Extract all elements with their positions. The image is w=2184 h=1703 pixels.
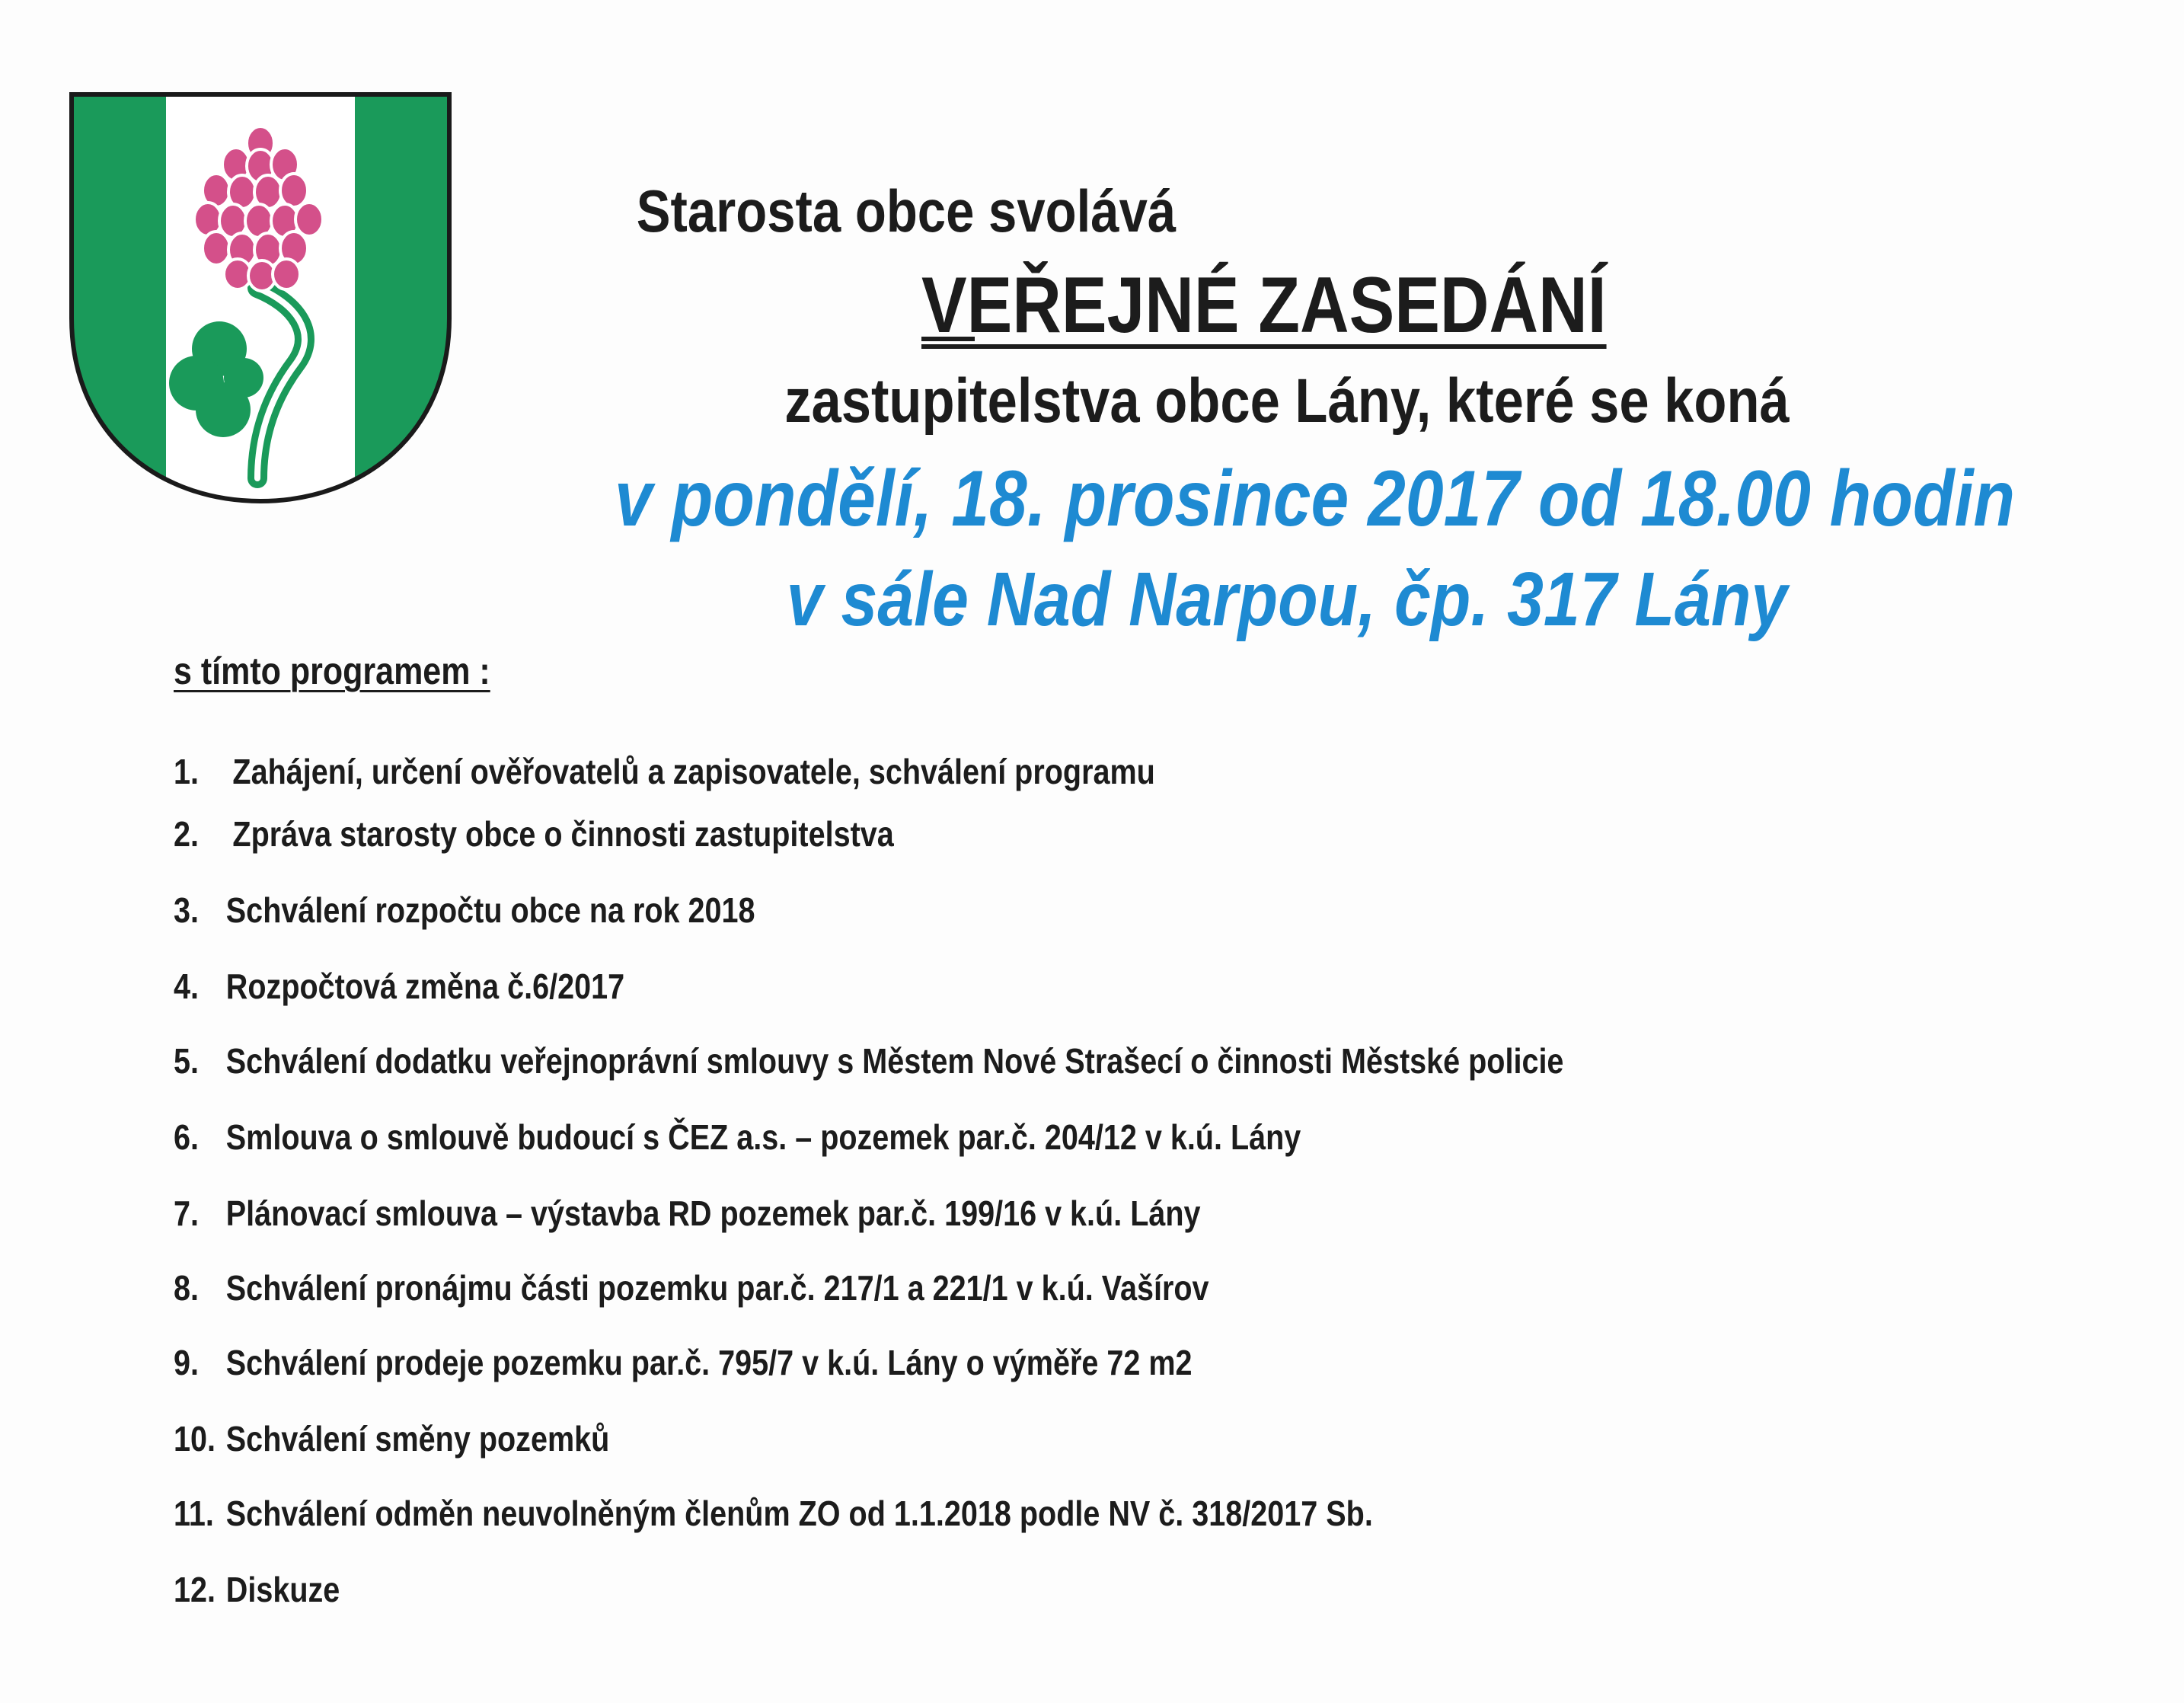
meeting-place: v sále Nad Narpou, čp. 317 Lány — [786, 557, 1788, 642]
agenda-item: 10. Schválení směny pozemků — [174, 1419, 610, 1459]
agenda-item: 9. Schválení prodeje pozemku par.č. 795/7 v k.ú. Lány o výměře 72 m2 — [174, 1343, 1193, 1382]
meeting-title: VEŘEJNÉ ZASEDÁNÍ — [921, 261, 1607, 350]
agenda-item: 2. Zpráva starosty obce o činnosti zastupitelstva — [174, 814, 894, 854]
programme-heading: s tímto programem : — [174, 650, 490, 692]
coat-of-arms-emblem — [67, 90, 454, 507]
agenda-item: 11. Schválení odměn neuvolněným členům ZO od 1.1.2018 podle NV č. 318/2017 Sb. — [174, 1494, 1373, 1533]
agenda-item: 1. Zahájení, určení ověřovatelů a zapisovatele, schválení programu — [174, 752, 1155, 791]
agenda-item: 3. Schválení rozpočtu obce na rok 2018 — [174, 890, 755, 930]
convener-line: Starosta obce svolává — [636, 177, 1177, 244]
agenda-item: 6. Smlouva o smlouvě budoucí s ČEZ a.s. – pozemek par.č. 204/12 v k.ú. Lány — [174, 1117, 1301, 1157]
agenda-item: 8. Schválení pronájmu části pozemku par.č. 217/1 a 221/1 v k.ú. Vašírov — [174, 1268, 1209, 1308]
agenda-item: 7. Plánovací smlouva – výstavba RD pozemek par.č. 199/16 v k.ú. Lány — [174, 1193, 1201, 1233]
council-line: zastupitelstva obce Lány, které se koná — [784, 366, 1790, 436]
agenda-item: 12. Diskuze — [174, 1570, 340, 1609]
meeting-date: v pondělí, 18. prosince 2017 od 18.00 hodin — [615, 455, 2016, 543]
agenda-item: 5. Schválení dodatku veřejnoprávní smlouvy s Městem Nové Strašecí o činnosti Městské policie — [174, 1041, 1564, 1081]
agenda-item: 4. Rozpočtová změna č.6/2017 — [174, 967, 625, 1006]
